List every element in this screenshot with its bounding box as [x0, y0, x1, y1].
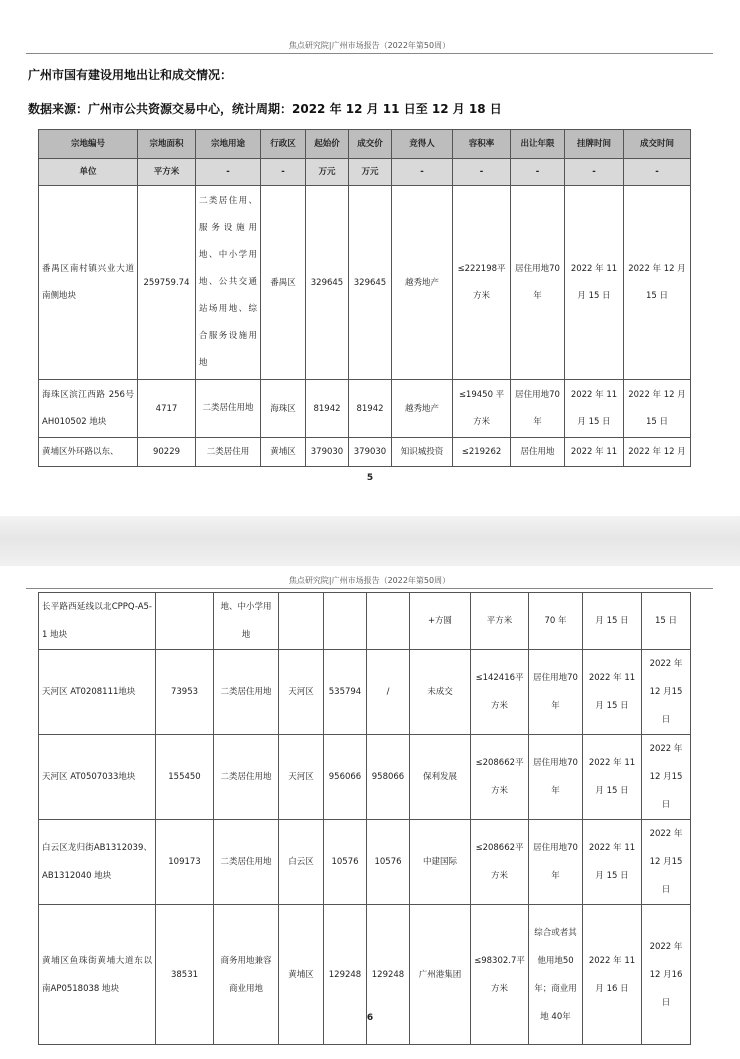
lease-term: 居住用地70 年: [511, 380, 565, 438]
listing-date: 2022 年 11月 15 日: [583, 735, 642, 820]
parcel-area: 90229: [138, 438, 196, 467]
col-header: 成交时间: [624, 130, 691, 159]
close-date: 2022 年 12 月15 日: [642, 650, 691, 735]
parcel-area: 109173: [156, 820, 214, 905]
col-header: 容积率: [453, 130, 511, 159]
report-page-6: [0, 566, 740, 1059]
lease-term: 居住用地70 年: [529, 820, 583, 905]
parcel-name: 天河区 AT0507033地块: [39, 735, 156, 820]
parcel-name: 黄埔区鱼珠街黄埔大道东以南AP0518038 地块: [39, 905, 156, 1045]
page-number: 6: [366, 1013, 374, 1023]
parcel-use: 二类居住用、服务设施用地、中小学用地、公共交通站场用地、综合服务设施用地: [196, 186, 261, 380]
parcel-district: 天河区: [279, 735, 324, 820]
deal-price: 379030: [349, 438, 392, 467]
start-price: 379030: [306, 438, 349, 467]
deal-price: 329645: [349, 186, 392, 380]
page-header: 焦点研究院|广州市场报告（2022年第50周）: [26, 40, 713, 54]
parcel-name: 番禺区南村镇兴业大道南侧地块: [39, 186, 138, 380]
winner: 保利发展: [410, 735, 471, 820]
parcel-use: 地、中小学用地: [214, 593, 279, 650]
close-date: 2022 年 12 月15 日: [624, 186, 691, 380]
unit-cell: -: [261, 159, 306, 186]
unit-cell: 万元: [349, 159, 392, 186]
unit-cell: -: [196, 159, 261, 186]
plot-ratio: ≤98302.7平方米: [471, 905, 529, 1045]
deal-price: [367, 593, 410, 650]
table-row: [39, 650, 691, 735]
col-header: 行政区: [261, 130, 306, 159]
winner: +方圆: [410, 593, 471, 650]
start-price: 129248: [324, 905, 367, 1045]
parcel-name: 天河区 AT0208111地块: [39, 650, 156, 735]
plot-ratio: ≤208662平方米: [471, 820, 529, 905]
unit-cell: -: [624, 159, 691, 186]
unit-cell: 万元: [306, 159, 349, 186]
parcel-district: [279, 593, 324, 650]
col-header: 宗地面积: [138, 130, 196, 159]
lease-term: 综合或者其他用地50 年；商业用地 40年: [529, 905, 583, 1045]
listing-date: 2022 年 11月 15 日: [583, 820, 642, 905]
parcel-use: 二类居住用地: [214, 650, 279, 735]
parcel-area: 259759.74: [138, 186, 196, 380]
data-source-line: 数据来源：广州市公共资源交易中心，统计周期：2022 年 12 月 11 日至 12 月 18 日: [28, 102, 502, 116]
unit-cell: 平方米: [138, 159, 196, 186]
unit-cell: -: [453, 159, 511, 186]
table-row: [39, 186, 691, 380]
table-row: [39, 735, 691, 820]
plot-ratio: ≤219262: [453, 438, 511, 467]
parcel-area: [156, 593, 214, 650]
start-price: 535794: [324, 650, 367, 735]
start-price: 10576: [324, 820, 367, 905]
parcel-use: 二类居住用地: [214, 820, 279, 905]
parcel-district: 番禺区: [261, 186, 306, 380]
parcel-use: 商务用地兼容商业用地: [214, 905, 279, 1045]
parcel-name: 黄埔区外环路以东、: [39, 438, 138, 467]
lease-term: 居住用地: [511, 438, 565, 467]
table-row: [39, 438, 691, 467]
listing-date: 月 15 日: [583, 593, 642, 650]
table-header-row: [39, 130, 691, 159]
units-row: [39, 159, 691, 186]
lease-term: 居住用地70年: [511, 186, 565, 380]
lease-term: 70 年: [529, 593, 583, 650]
start-price: 956066: [324, 735, 367, 820]
lease-term: 居住用地70 年: [529, 735, 583, 820]
winner: 中建国际: [410, 820, 471, 905]
land-deal-table: [38, 129, 691, 467]
col-header: 宗地编号: [39, 130, 138, 159]
col-header: 出让年限: [511, 130, 565, 159]
plot-ratio: ≤19450 平方米: [453, 380, 511, 438]
table-row: [39, 905, 691, 1045]
table-row: [39, 593, 691, 650]
close-date: 2022 年 12 月: [624, 438, 691, 467]
winner: 越秀地产: [392, 380, 453, 438]
land-deal-table-continued: [38, 592, 691, 1045]
listing-date: 2022 年 11月 16 日: [583, 905, 642, 1045]
parcel-area: 73953: [156, 650, 214, 735]
deal-price: /: [367, 650, 410, 735]
deal-price: 129248: [367, 905, 410, 1045]
winner: 广州港集团: [410, 905, 471, 1045]
unit-cell: -: [565, 159, 624, 186]
parcel-district: 海珠区: [261, 380, 306, 438]
parcel-district: 天河区: [279, 650, 324, 735]
parcel-district: 黄埔区: [261, 438, 306, 467]
unit-cell: -: [392, 159, 453, 186]
col-header: 竞得人: [392, 130, 453, 159]
parcel-district: 白云区: [279, 820, 324, 905]
parcel-name: 长平路西延线以北CPPQ-A5-1 地块: [39, 593, 156, 650]
parcel-use: 二类居住用地: [214, 735, 279, 820]
plot-ratio: ≤142416平方米: [471, 650, 529, 735]
winner: 知识城投资: [392, 438, 453, 467]
report-page-5: [0, 0, 740, 516]
plot-ratio: ≤208662平方米: [471, 735, 529, 820]
unit-cell: -: [511, 159, 565, 186]
parcel-area: 4717: [138, 380, 196, 438]
start-price: [324, 593, 367, 650]
section-title: 广州市国有建设用地出让和成交情况：: [28, 68, 233, 82]
close-date: 2022 年 12 月15 日: [642, 735, 691, 820]
parcel-use: 二类居住用: [196, 438, 261, 467]
close-date: 2022 年 12 月15 日: [624, 380, 691, 438]
start-price: 81942: [306, 380, 349, 438]
plot-ratio: 平方米: [471, 593, 529, 650]
deal-price: 958066: [367, 735, 410, 820]
table-row: [39, 380, 691, 438]
plot-ratio: ≤222198平方米: [453, 186, 511, 380]
page-gap: [0, 516, 740, 566]
close-date: 15 日: [642, 593, 691, 650]
col-header: 成交价: [349, 130, 392, 159]
col-header: 起始价: [306, 130, 349, 159]
deal-price: 10576: [367, 820, 410, 905]
listing-date: 2022 年 11月 15 日: [565, 186, 624, 380]
lease-term: 居住用地70 年: [529, 650, 583, 735]
close-date: 2022 年 12 月16 日: [642, 905, 691, 1045]
table-row: [39, 820, 691, 905]
parcel-name: 白云区龙归街AB1312039、AB1312040 地块: [39, 820, 156, 905]
parcel-name: 海珠区滨江西路 256号 AH010502 地块: [39, 380, 138, 438]
listing-date: 2022 年 11月 15 日: [565, 380, 624, 438]
page-number: 5: [366, 473, 374, 483]
listing-date: 2022 年 11月 15 日: [583, 650, 642, 735]
page-header: 焦点研究院|广州市场报告（2022年第50周）: [26, 575, 713, 589]
col-header: 宗地用途: [196, 130, 261, 159]
winner: 未成交: [410, 650, 471, 735]
close-date: 2022 年 12 月15 日: [642, 820, 691, 905]
start-price: 329645: [306, 186, 349, 380]
deal-price: 81942: [349, 380, 392, 438]
listing-date: 2022 年 11: [565, 438, 624, 467]
parcel-district: 黄埔区: [279, 905, 324, 1045]
parcel-area: 155450: [156, 735, 214, 820]
winner: 越秀地产: [392, 186, 453, 380]
parcel-use: 二类居住用地: [196, 380, 261, 438]
col-header: 挂牌时间: [565, 130, 624, 159]
parcel-area: 38531: [156, 905, 214, 1045]
unit-cell: 单位: [39, 159, 138, 186]
